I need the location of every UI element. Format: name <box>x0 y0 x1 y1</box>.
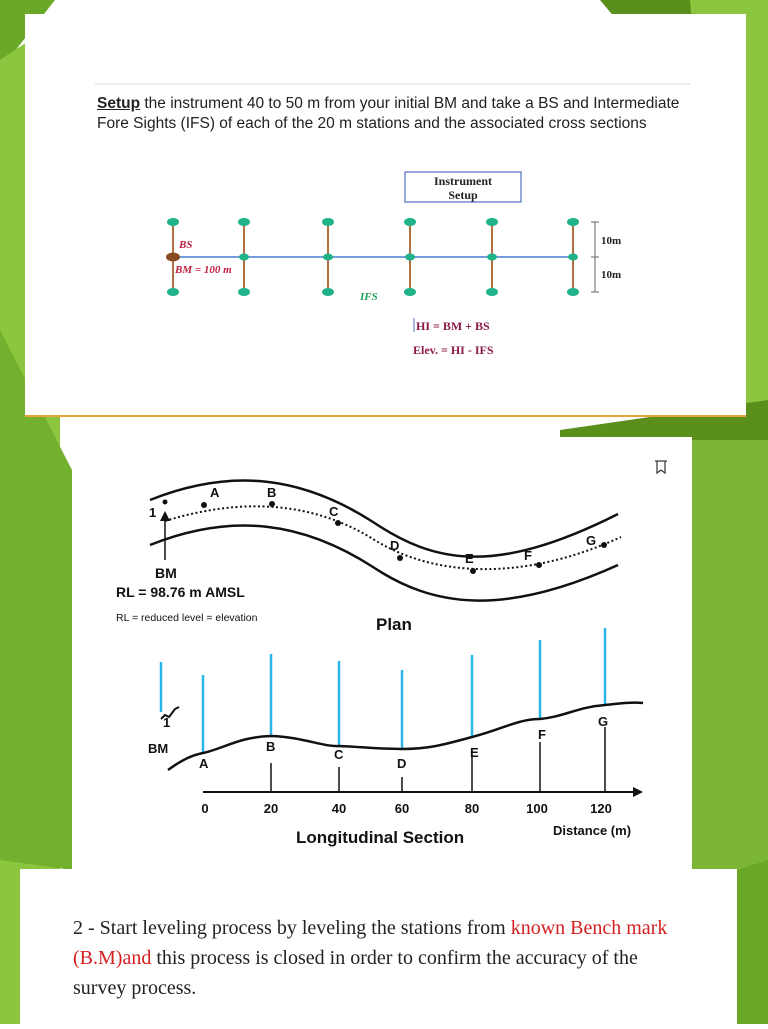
bs-label: BS <box>179 239 193 251</box>
instrument-box-line2: Setup <box>448 188 478 202</box>
setup-word: Setup <box>97 95 141 112</box>
section-point-b: B <box>266 739 276 754</box>
rl-note: RL = reduced level = elevation <box>116 612 258 624</box>
section-point-g: G <box>598 714 609 729</box>
dimension-top-label: 10m <box>601 235 622 247</box>
bookmark-icon[interactable] <box>655 461 667 473</box>
plan-point-b: B <box>267 485 277 500</box>
station-60 <box>404 218 416 296</box>
distance-tick-40: 40 <box>331 801 347 816</box>
setup-diagram <box>25 14 746 415</box>
distance-tick-100: 100 <box>526 801 548 816</box>
dimension-bottom-label: 10m <box>601 269 622 281</box>
setup-slide <box>25 14 746 417</box>
station-80 <box>486 218 498 296</box>
dimension-marks <box>591 222 599 292</box>
formula-hi: HI = BM + BS <box>416 319 490 333</box>
leveling-text-a: 2 - Start leveling process by leveling the stations from <box>73 917 511 939</box>
plan-road-upper-edge <box>150 481 618 557</box>
leveling-slide <box>20 869 737 1029</box>
station-100 <box>567 218 579 296</box>
rl-value: RL = 98.76 m AMSL <box>116 584 245 600</box>
section-point-a: A <box>199 756 209 771</box>
distance-tick-120: 120 <box>590 801 612 816</box>
setup-instruction <box>97 94 707 134</box>
distance-tick-20: 20 <box>263 801 279 816</box>
ifs-label: IFS <box>360 291 378 303</box>
section-point-f: F <box>538 727 546 742</box>
setup-instruction-text: the instrument 40 to 50 m from your initial BM and take a BS and Intermediate Fore Sights (IFS) of each of the 20 m stations and the associated cross sections <box>97 95 680 132</box>
plan-bm-label: BM <box>155 565 177 581</box>
bm-label: BM = 100 m <box>175 264 232 276</box>
leveling-text-highlight: known Bench mark (B.M)and <box>73 917 668 969</box>
distance-tick-80: 80 <box>464 801 480 816</box>
section-point-c: C <box>334 747 344 762</box>
leveling-text-b: this process is closed in order to confirm the accuracy of the survey process. <box>73 947 638 999</box>
plan-point-a: A <box>210 485 220 500</box>
station-40 <box>322 218 334 296</box>
plan-point-c: C <box>329 504 339 519</box>
plan-point-1: 1 <box>149 505 157 520</box>
distance-tick-0: 0 <box>201 801 209 816</box>
section-station-1: 1 <box>163 715 171 730</box>
plan-point-d: D <box>390 538 400 553</box>
distance-tick-60: 60 <box>394 801 410 816</box>
plan-point-g: G <box>586 533 597 548</box>
plan-section-diagram <box>73 437 692 867</box>
plan-title: Plan <box>376 615 412 634</box>
section-point-e: E <box>470 745 479 760</box>
section-title: Longitudinal Section <box>296 828 465 847</box>
leveling-step-text <box>73 913 683 1003</box>
station-verticals <box>271 727 605 792</box>
station-0 <box>166 218 180 296</box>
distance-axis-label: Distance (m) <box>553 823 632 838</box>
section-bm-label: BM <box>148 741 169 756</box>
plan-section-slide <box>73 437 692 867</box>
formula-elevation: Elev. = HI - IFS <box>413 343 494 357</box>
plan-point-e: E <box>465 551 474 566</box>
section-point-d: D <box>397 756 407 771</box>
instrument-box-line1: Instrument <box>433 174 493 188</box>
plan-point-f: F <box>524 548 532 563</box>
station-20 <box>238 218 250 296</box>
